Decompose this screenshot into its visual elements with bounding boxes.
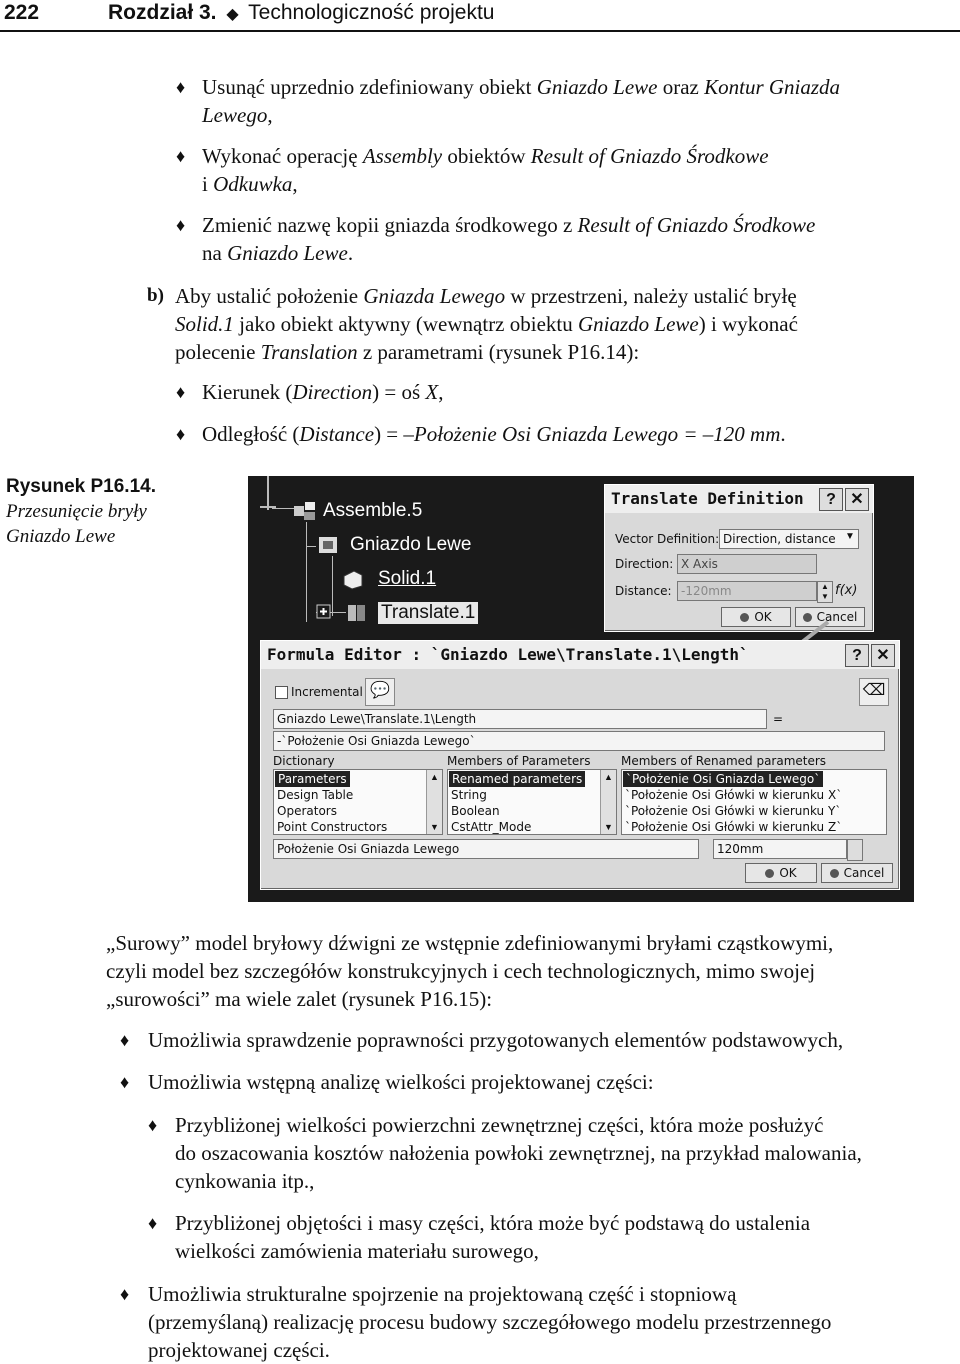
list-item: Umożliwia strukturalne spojrzenie na projektowaną część i stopniową (przemyślaną) realizację procesu budowy szczegółowego modelu przestrzennego projektowanej części. <box>148 1282 832 1362</box>
renamed-header: Members of Renamed parameters <box>621 754 827 768</box>
bullet-icon: ♦ <box>148 1115 158 1135</box>
bullet-icon: ♦ <box>176 382 186 402</box>
chapter-name: Technologiczność projektu <box>248 1 495 24</box>
bullet-icon: ♦ <box>120 1030 130 1050</box>
page-header <box>0 0 960 32</box>
ok-button[interactable]: OK <box>721 607 791 627</box>
cancel-button[interactable]: Cancel <box>821 863 893 883</box>
list-item[interactable]: Boolean <box>451 804 500 818</box>
bullet-icon: ♦ <box>176 77 186 97</box>
bullet-icon: ♦ <box>176 146 186 166</box>
dictionary-list[interactable] <box>273 769 443 835</box>
list-item[interactable]: Parameters <box>275 771 350 787</box>
item-b-text: Aby ustalić położenie Gniazda Lewego w przestrzeni, należy ustalić bryłę Solid.1 jako obiekt aktywny (wewnątrz obiektu Gniazdo Lewe) i wykonać polecenie Translation z parametrami (rysunek P16.14): <box>175 284 798 364</box>
translate-dialog <box>604 484 874 632</box>
list-item[interactable]: `Położenie Osi Główki w kierunku Z` <box>625 820 843 834</box>
direction-field[interactable]: X Axis <box>677 554 817 574</box>
incremental-label: Incremental <box>291 685 363 699</box>
expand-plus-icon[interactable] <box>316 604 332 620</box>
figure-caption <box>6 474 181 549</box>
list-item[interactable]: Point Constructors <box>277 820 388 834</box>
distance-field[interactable]: -120mm <box>677 581 817 601</box>
tree-item-assemble[interactable]: Assemble.5 <box>323 500 423 521</box>
help-button[interactable]: ? <box>819 488 843 511</box>
ok-button[interactable]: OK <box>745 863 817 883</box>
formula-editor-title: Formula Editor : `Gniazdo Lewe\Translate.1\Length` <box>261 641 899 669</box>
translate-icon <box>344 602 370 624</box>
dictionary-header: Dictionary <box>273 754 335 768</box>
list-item[interactable]: `Położenie Osi Główki w kierunku X` <box>625 788 843 802</box>
tree-item-translate[interactable]: Translate.1 <box>378 602 478 624</box>
solid-icon <box>340 568 366 590</box>
selected-parameter-field[interactable]: Położenie Osi Gniazda Lewego <box>273 839 699 859</box>
eraser-icon[interactable]: ⌫ <box>859 678 889 706</box>
list-item[interactable]: Renamed parameters <box>449 771 585 787</box>
list-item: Kierunek (Direction) = oś X, <box>202 380 444 404</box>
distance-label: Distance: <box>615 584 672 598</box>
bullet-icon: ♦ <box>176 424 186 444</box>
list-item: Usunąć uprzednio zdefiniowany obiekt Gniazdo Lewe oraz Kontur Gniazda Lewego, <box>202 75 841 127</box>
scrollbar[interactable]: ▲ ▼ <box>426 770 442 834</box>
list-item: Odległość (Distance) = –Położenie Osi Gniazda Lewego = –120 mm. <box>202 422 786 446</box>
members-header: Members of Parameters <box>447 754 591 768</box>
incremental-checkbox[interactable] <box>275 686 288 699</box>
parameter-name-field[interactable]: Gniazdo Lewe\Translate.1\Length <box>273 709 767 729</box>
paragraph: „Surowy” model bryłowy dźwigni ze wstępnie zdefiniowanymi bryłami cząstkowymi, czyli model bez szczegółów konstrukcyjnych i cech technologicznych, mimo swojej „surowości” ma wiele zalet (rysunek P16.15): <box>106 931 834 1011</box>
value-spinner-icon[interactable] <box>847 839 863 861</box>
list-item: Wykonać operację Assembly obiektów Result of Gniazdo Środkowe i Odkuwka, <box>202 144 769 196</box>
cancel-button[interactable]: Cancel <box>795 607 865 627</box>
body-icon <box>316 534 342 556</box>
bullet-icon: ♦ <box>120 1072 130 1092</box>
close-button[interactable]: ✕ <box>871 644 895 667</box>
bullet-icon: ♦ <box>120 1284 130 1304</box>
bullet-icon: ♦ <box>148 1213 158 1233</box>
translate-dialog-title: Translate Definition <box>605 485 873 513</box>
list-item[interactable]: CstAttr_Mode <box>451 820 532 834</box>
bullet-icon: ♦ <box>176 215 186 235</box>
caption-desc: Przesunięcie bryły <box>6 501 147 522</box>
spinner-icon[interactable]: ▲ ▼ <box>817 581 833 603</box>
chapter-title <box>108 1 494 25</box>
tree-item-gniazdo-lewe[interactable]: Gniazdo Lewe <box>350 534 472 555</box>
close-button[interactable]: ✕ <box>845 488 869 511</box>
chapter-prefix: Rozdział 3. <box>108 1 217 24</box>
list-item[interactable]: `Położenie Osi Główki w kierunku Y` <box>625 804 842 818</box>
scrollbar[interactable]: ▲ ▼ <box>600 770 616 834</box>
list-item: Przybliżonej wielkości powierzchni zewnętrznej części, która może posłużyć do oszacowania kosztów nałożenia powłoki zewnętrznej, na przykład malowania, cynkowania itp., <box>175 1113 862 1193</box>
list-item[interactable]: `Położenie Osi Gniazda Lewego` <box>623 771 823 787</box>
formula-input[interactable]: -`Położenie Osi Gniazda Lewego` <box>273 731 885 751</box>
assembly-icon <box>292 500 318 522</box>
page-number: 222 <box>4 1 40 24</box>
figure-screenshot <box>248 476 914 902</box>
formula-editor-dialog <box>260 640 900 890</box>
chat-icon[interactable]: 💬 <box>365 678 395 706</box>
list-item: Przybliżonej objętości i masy części, która może być podstawą do ustalenia wielkości zamówienia materiału surowego, <box>175 1211 811 1263</box>
formula-fx-button[interactable]: f(x) <box>835 583 858 598</box>
vector-select[interactable]: Direction, distance <box>719 529 859 549</box>
tree-item-solid[interactable]: Solid.1 <box>378 568 437 589</box>
list-item[interactable]: Design Table <box>277 788 354 802</box>
item-label: b) <box>147 285 164 306</box>
renamed-list[interactable] <box>621 769 887 835</box>
caption-desc: Gniazdo Lewe <box>6 526 116 547</box>
vector-label: Vector Definition: <box>615 532 720 546</box>
list-item: Umożliwia wstępną analizę wielkości projektowanej części: <box>148 1070 654 1094</box>
equals-sign: = <box>773 712 784 726</box>
direction-label: Direction: <box>615 557 674 571</box>
header-rule <box>0 30 960 32</box>
chapter-separator-icon: ◆ <box>226 6 239 23</box>
members-list[interactable] <box>447 769 617 835</box>
parameter-value-field[interactable]: 120mm <box>713 839 847 859</box>
caption-title: Rysunek P16.14. <box>6 476 156 497</box>
list-item[interactable]: Operators <box>277 804 337 818</box>
list-item[interactable]: String <box>451 788 487 802</box>
list-item: Umożliwia sprawdzenie poprawności przygotowanych elementów podstawowych, <box>148 1028 844 1052</box>
help-button[interactable]: ? <box>845 644 869 667</box>
chevron-down-icon[interactable]: ▼ <box>845 531 855 542</box>
list-item: Zmienić nazwę kopii gniazda środkowego z Result of Gniazdo Środkowe na Gniazdo Lewe. <box>202 213 816 265</box>
